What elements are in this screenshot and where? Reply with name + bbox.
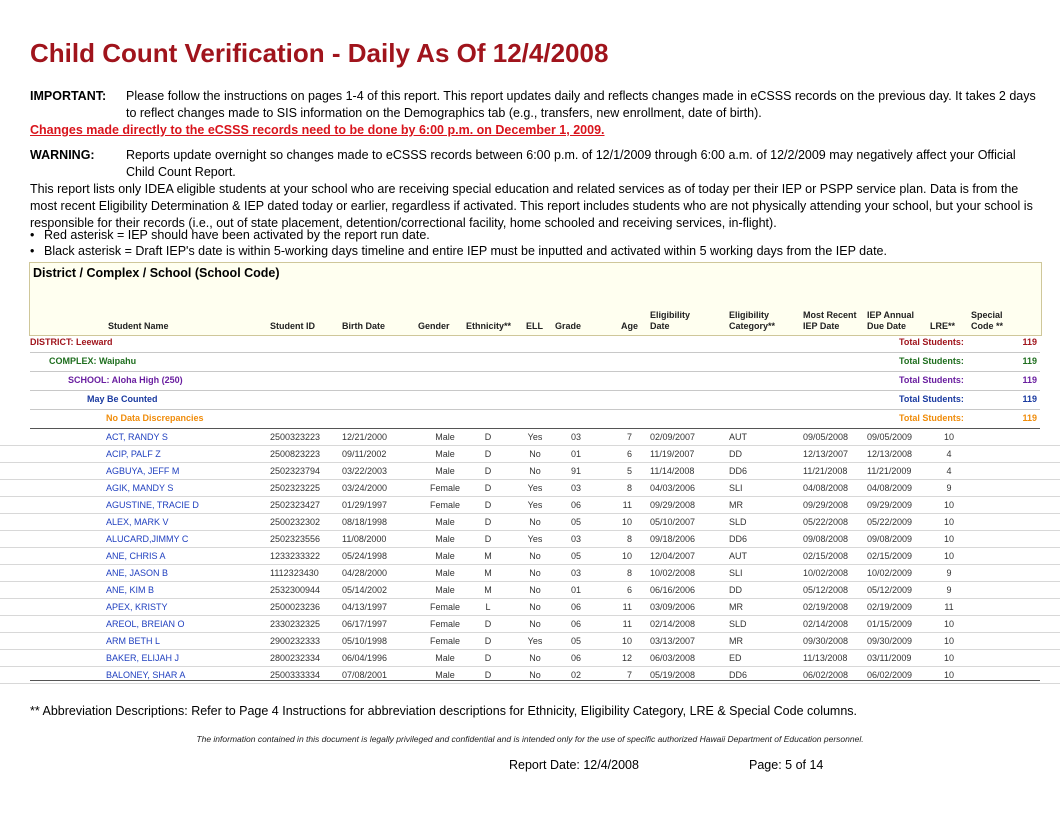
recent-iep-date: 06/02/2008 [803, 670, 849, 680]
eligibility-category: MR [729, 500, 743, 510]
col-lre: LRE** [930, 321, 956, 331]
birth-date: 01/29/1997 [342, 500, 388, 510]
eligibility-date: 04/03/2006 [650, 483, 696, 493]
gender: Male [435, 449, 455, 459]
col-age: Age [621, 321, 639, 331]
col-recent-iep-date [803, 310, 857, 332]
table-row [0, 531, 1060, 548]
iep-annual-due-date: 11/21/2009 [867, 466, 912, 476]
student-name: ANE, CHRIS A [106, 551, 166, 561]
total-students-value: 119 [1022, 337, 1037, 347]
birth-date: 05/14/2002 [342, 585, 388, 595]
important-notice [30, 88, 1040, 122]
eligibility-date: 02/14/2008 [650, 619, 696, 629]
table-row [0, 599, 1060, 616]
age: 11 [622, 500, 632, 510]
complex-label: COMPLEX: Waipahu [49, 356, 137, 366]
student-name: ACIP, PALF Z [106, 449, 161, 459]
lre: 11 [944, 602, 954, 612]
total-students-label: Total Students: [899, 375, 964, 385]
age: 6 [626, 449, 632, 459]
gender: Male [435, 568, 455, 578]
col-student-id: Student ID [270, 321, 315, 331]
col-student-name: Student Name [108, 321, 169, 331]
student-id: 2502323794 [270, 466, 321, 476]
ell: Yes [527, 500, 543, 510]
lre: 10 [943, 500, 954, 510]
total-students-label: Total Students: [899, 394, 964, 404]
grade: 03 [570, 432, 581, 442]
bullet-text: Red asterisk = IEP should have been activated by the report run date. [44, 228, 430, 242]
header-path: District / Complex / School (School Code) [33, 266, 280, 280]
recent-iep-date: 09/08/2008 [803, 534, 849, 544]
eligibility-date: 11/14/2008 [650, 466, 695, 476]
eligibility-date: 03/13/2007 [650, 636, 696, 646]
col-eligibility-date-line2: Date [650, 321, 670, 331]
age: 10 [621, 517, 632, 527]
ell: No [529, 466, 541, 476]
may-be-counted-label: May Be Counted [87, 394, 158, 404]
student-id: 2532300944 [270, 585, 321, 595]
recent-iep-date: 11/21/2008 [803, 466, 848, 476]
iep-annual-due-date: 03/11/2009 [867, 653, 912, 663]
eligibility-category: AUT [729, 432, 747, 442]
recent-iep-date: 05/12/2008 [803, 585, 849, 595]
student-id: 2330232325 [270, 619, 321, 629]
age: 8 [626, 534, 632, 544]
abbreviation-note: ** Abbreviation Descriptions: Refer to Page 4 Instructions for abbreviation descriptions for Ethnicity, Eligibility Category, LRE & Special Code columns. [30, 704, 858, 718]
birth-date: 03/22/2003 [342, 466, 388, 476]
recent-iep-date: 05/22/2008 [803, 517, 849, 527]
ell: Yes [527, 432, 543, 442]
student-id: 2500823223 [270, 449, 321, 459]
gender: Male [435, 551, 455, 561]
legal-notice: The information contained in this document is legally privileged and confidential and is intended only for the use of specific authorized Hawaii Department of Education personnel. [196, 734, 864, 744]
col-recent-iep-line1: Most Recent [803, 310, 857, 320]
ell: No [529, 653, 541, 663]
age: 5 [626, 466, 632, 476]
student-name: AGBUYA, JEFF M [106, 466, 180, 476]
eligibility-category: DD [729, 449, 742, 459]
birth-date: 04/28/2000 [342, 568, 388, 578]
eligibility-date: 09/18/2006 [650, 534, 696, 544]
lre: 10 [943, 534, 954, 544]
may-be-counted-row [30, 391, 1040, 410]
col-special-code-line2: Code ** [971, 321, 1004, 331]
student-id: 2500323223 [270, 432, 321, 442]
deadline-notice: Changes made directly to the eCSSS records need to be done by 6:00 p.m. on December 1, 2009. [30, 123, 605, 137]
recent-iep-date: 04/08/2008 [803, 483, 849, 493]
eligibility-category: MR [729, 602, 743, 612]
eligibility-date: 09/29/2008 [650, 500, 696, 510]
district-row [30, 334, 1040, 353]
recent-iep-date: 10/02/2008 [803, 568, 849, 578]
eligibility-category: ED [729, 653, 742, 663]
eligibility-date: 05/19/2008 [650, 670, 696, 680]
col-iep-annual-due [867, 310, 914, 332]
age: 6 [626, 585, 632, 595]
col-eligibility-category-line2: Category** [729, 321, 776, 331]
bullet-red-asterisk [30, 228, 430, 242]
col-gender: Gender [418, 321, 450, 331]
lre: 9 [946, 568, 952, 578]
student-name: AGUSTINE, TRACIE D [106, 500, 199, 510]
no-discrepancies-label: No Data Discrepancies [106, 413, 204, 423]
student-name: ANE, KIM B [106, 585, 155, 595]
eligibility-category: DD6 [729, 466, 748, 476]
gender: Male [435, 653, 455, 663]
ell: Yes [527, 483, 543, 493]
birth-date: 06/04/1996 [342, 653, 388, 663]
col-eligibility-category [729, 310, 775, 332]
recent-iep-date: 09/29/2008 [803, 500, 849, 510]
lre: 10 [943, 670, 954, 680]
recent-iep-date: 02/19/2008 [803, 602, 849, 612]
eligibility-date: 03/09/2006 [650, 602, 696, 612]
school-row [30, 372, 1040, 391]
recent-iep-date: 02/14/2008 [803, 619, 849, 629]
total-students-label: Total Students: [899, 413, 964, 423]
gender: Male [435, 670, 455, 680]
eligibility-category: SLI [729, 483, 743, 493]
student-name: ANE, JASON B [106, 568, 169, 578]
birth-date: 04/13/1997 [342, 602, 388, 612]
gender: Male [435, 432, 455, 442]
gender: Female [429, 500, 460, 510]
total-students-value: 119 [1022, 394, 1037, 404]
age: 7 [626, 432, 632, 442]
ethnicity: M [484, 568, 492, 578]
lre: 10 [943, 432, 954, 442]
grade: 06 [570, 602, 581, 612]
bullet-text: Black asterisk = Draft IEP's date is within 5-working days timeline and entire IEP must be inputted and activated within 5 working days from the IEP date. [44, 244, 887, 258]
student-name: ALEX, MARK V [106, 517, 169, 527]
total-students-label: Total Students: [899, 337, 964, 347]
iep-annual-due-date: 02/15/2009 [867, 551, 913, 561]
age: 11 [622, 619, 632, 629]
ell: No [529, 602, 541, 612]
iep-annual-due-date: 09/05/2009 [867, 432, 913, 442]
ethnicity: D [484, 449, 492, 459]
col-iep-annual-line1: IEP Annual [867, 310, 915, 320]
eligibility-date: 05/10/2007 [650, 517, 696, 527]
birth-date: 08/18/1998 [342, 517, 388, 527]
birth-date: 05/24/1998 [342, 551, 388, 561]
ethnicity: D [484, 670, 492, 680]
student-id: 2800232334 [270, 653, 321, 663]
ell: No [529, 670, 541, 680]
recent-iep-date: 09/05/2008 [803, 432, 849, 442]
student-id: 2500023236 [270, 602, 321, 612]
student-name: ARM BETH L [106, 636, 161, 646]
lre: 10 [943, 517, 954, 527]
table-row [0, 616, 1060, 633]
eligibility-category: SLD [729, 517, 747, 527]
gender: Male [435, 585, 455, 595]
report-date: Report Date: 12/4/2008 [509, 758, 639, 772]
student-table-body [0, 429, 1060, 684]
lre: 10 [943, 636, 954, 646]
col-ethnicity: Ethnicity** [466, 321, 512, 331]
age: 12 [621, 653, 632, 663]
bullet-symbol: • [30, 228, 35, 242]
recent-iep-date: 02/15/2008 [803, 551, 849, 561]
ethnicity: D [484, 466, 492, 476]
ethnicity: D [484, 619, 492, 629]
ell: No [529, 449, 541, 459]
complex-row [30, 353, 1040, 372]
report-description: This report lists only IDEA eligible students at your school who are receiving special education and related services as of today per their IEP or PSPP service plan. Data is from the most recent Eligibility Determination & IEP dated today or earlier, regardless if activated. This report includes students who are not physically attending your school, but your school is responsible for their records (i.e., out of state placement, detention/correctional facility, home schooled and receiving services, in-flight). [30, 182, 1033, 230]
grade: 03 [570, 568, 581, 578]
age: 10 [621, 551, 632, 561]
lre: 9 [946, 483, 952, 493]
warning-text: Reports update overnight so changes made to eCSSS records between 6:00 p.m. of 12/1/2009 through 6:00 a.m. of 12/2/2009 may negatively affect your Official Child Count Report. [126, 148, 1016, 179]
grade: 01 [570, 449, 581, 459]
ethnicity: M [484, 551, 492, 561]
table-row [0, 514, 1060, 531]
eligibility-date: 06/03/2008 [650, 653, 696, 663]
lre: 4 [946, 449, 952, 459]
student-id: 2500333334 [270, 670, 321, 680]
ethnicity: D [484, 653, 492, 663]
warning-label: WARNING: [30, 148, 95, 162]
ethnicity: D [484, 534, 492, 544]
student-name: BALONEY, SHAR A [106, 670, 186, 680]
iep-annual-due-date: 09/08/2009 [867, 534, 913, 544]
col-special-code [971, 310, 1003, 332]
lre: 10 [943, 653, 954, 663]
grade: 03 [570, 534, 581, 544]
gender: Female [429, 602, 460, 612]
gender: Female [429, 483, 460, 493]
birth-date: 11/08/2000 [342, 534, 387, 544]
table-row [0, 633, 1060, 650]
student-name: ALUCARD,JIMMY C [106, 534, 189, 544]
birth-date: 12/21/2000 [342, 432, 388, 442]
student-id: 2900232333 [270, 636, 321, 646]
eligibility-category: DD [729, 585, 742, 595]
eligibility-date: 12/04/2007 [650, 551, 696, 561]
gender: Male [435, 534, 455, 544]
student-id: 2500232302 [270, 517, 321, 527]
lre: 9 [946, 585, 952, 595]
ethnicity: L [485, 602, 491, 612]
col-eligibility-date-line1: Eligibility [650, 310, 691, 320]
eligibility-category: AUT [729, 551, 747, 561]
birth-date: 09/11/2002 [342, 449, 387, 459]
birth-date: 03/24/2000 [342, 483, 388, 493]
ethnicity: D [484, 636, 492, 646]
col-eligibility-date [650, 310, 690, 332]
table-row [0, 480, 1060, 497]
table-header [29, 262, 1042, 336]
birth-date: 07/08/2001 [342, 670, 388, 680]
student-id: 1112323430 [270, 568, 319, 578]
table-row [0, 548, 1060, 565]
total-students-value: 119 [1022, 375, 1037, 385]
district-label: DISTRICT: Leeward [30, 337, 113, 347]
eligibility-date: 10/02/2008 [650, 568, 696, 578]
age: 10 [621, 636, 632, 646]
recent-iep-date: 12/13/2007 [803, 449, 849, 459]
eligibility-date: 06/16/2006 [650, 585, 696, 595]
iep-annual-due-date: 06/02/2009 [867, 670, 913, 680]
ell: No [529, 551, 541, 561]
lre: 4 [946, 466, 952, 476]
student-name: APEX, KRISTY [106, 602, 168, 612]
grade: 06 [570, 619, 581, 629]
col-eligibility-category-line1: Eligibility [729, 310, 770, 320]
col-iep-annual-line2: Due Date [867, 321, 907, 331]
iep-annual-due-date: 02/19/2009 [867, 602, 913, 612]
ell: Yes [527, 636, 543, 646]
student-id: 2502323556 [270, 534, 321, 544]
student-name: AREOL, BREIAN O [106, 619, 185, 629]
eligibility-category: SLI [729, 568, 743, 578]
student-id: 1233233322 [270, 551, 321, 561]
iep-annual-due-date: 05/22/2009 [867, 517, 913, 527]
ell: No [529, 568, 541, 578]
iep-annual-due-date: 12/13/2008 [867, 449, 913, 459]
col-special-code-line1: Special [971, 310, 1003, 320]
iep-annual-due-date: 04/08/2009 [867, 483, 913, 493]
birth-date: 06/17/1997 [342, 619, 388, 629]
student-id: 2502323427 [270, 500, 321, 510]
grade: 05 [570, 636, 581, 646]
age: 7 [626, 670, 632, 680]
eligibility-date: 02/09/2007 [650, 432, 696, 442]
table-row [0, 497, 1060, 514]
bullet-black-asterisk [30, 244, 887, 258]
grade: 91 [570, 466, 581, 476]
table-bottom-rule [30, 680, 1040, 681]
eligibility-category: SLD [729, 619, 747, 629]
iep-annual-due-date: 01/15/2009 [867, 619, 913, 629]
iep-annual-due-date: 05/12/2009 [867, 585, 913, 595]
page-number: Page: 5 of 14 [749, 758, 824, 772]
grade: 02 [570, 670, 581, 680]
total-students-value: 119 [1022, 356, 1037, 366]
col-ell: ELL [526, 321, 543, 331]
warning-notice [30, 147, 1040, 181]
report-title: Child Count Verification - Daily As Of 12/4/2008 [30, 38, 609, 68]
grade: 05 [570, 551, 581, 561]
ethnicity: D [484, 483, 492, 493]
eligibility-category: DD6 [729, 534, 748, 544]
ell: No [529, 517, 541, 527]
gender: Male [435, 517, 455, 527]
grade: 03 [570, 483, 581, 493]
table-row [0, 429, 1060, 446]
grade: 01 [570, 585, 581, 595]
student-name: BAKER, ELIJAH J [106, 653, 180, 663]
grade: 06 [570, 653, 581, 663]
recent-iep-date: 11/13/2008 [803, 653, 848, 663]
ell: No [529, 585, 541, 595]
birth-date: 05/10/1998 [342, 636, 388, 646]
lre: 10 [943, 551, 954, 561]
table-row [0, 446, 1060, 463]
ell: Yes [527, 534, 543, 544]
ethnicity: D [484, 500, 492, 510]
age: 8 [626, 568, 632, 578]
age: 11 [622, 602, 632, 612]
ethnicity: D [484, 432, 492, 442]
iep-annual-due-date: 09/29/2009 [867, 500, 913, 510]
age: 8 [626, 483, 632, 493]
no-discrepancies-row [30, 410, 1040, 429]
student-name: ACT, RANDY S [106, 432, 168, 442]
important-text: Please follow the instructions on pages 1-4 of this report. This report updates daily and reflects changes made in eCSSS records on the previous day. It takes 2 days to reflect changes made to SIS information on the Demographics tab (e.g., transfers, new enrollment, date of birth). [126, 89, 1036, 120]
lre: 10 [943, 619, 954, 629]
grade: 05 [570, 517, 581, 527]
total-students-value: 119 [1022, 413, 1037, 423]
gender: Female [429, 636, 460, 646]
eligibility-category: DD6 [729, 670, 748, 680]
ethnicity: M [484, 585, 492, 595]
table-row [0, 463, 1060, 480]
col-birth-date: Birth Date [342, 321, 386, 331]
total-students-label: Total Students: [899, 356, 964, 366]
table-row [0, 565, 1060, 582]
gender: Male [435, 466, 455, 476]
eligibility-category: MR [729, 636, 743, 646]
grade: 06 [570, 500, 581, 510]
ell: No [529, 619, 541, 629]
student-id: 2502323225 [270, 483, 321, 493]
bullet-symbol: • [30, 244, 35, 258]
iep-annual-due-date: 10/02/2009 [867, 568, 913, 578]
student-name: AGIK, MANDY S [106, 483, 174, 493]
table-row [0, 582, 1060, 599]
col-grade: Grade [555, 321, 582, 331]
table-row [0, 650, 1060, 667]
table-row [0, 667, 1060, 684]
eligibility-date: 11/19/2007 [650, 449, 695, 459]
recent-iep-date: 09/30/2008 [803, 636, 849, 646]
col-recent-iep-line2: IEP Date [803, 321, 840, 331]
ethnicity: D [484, 517, 492, 527]
school-label: SCHOOL: Aloha High (250) [68, 375, 183, 385]
gender: Female [429, 619, 460, 629]
important-label: IMPORTANT: [30, 89, 107, 103]
iep-annual-due-date: 09/30/2009 [867, 636, 913, 646]
